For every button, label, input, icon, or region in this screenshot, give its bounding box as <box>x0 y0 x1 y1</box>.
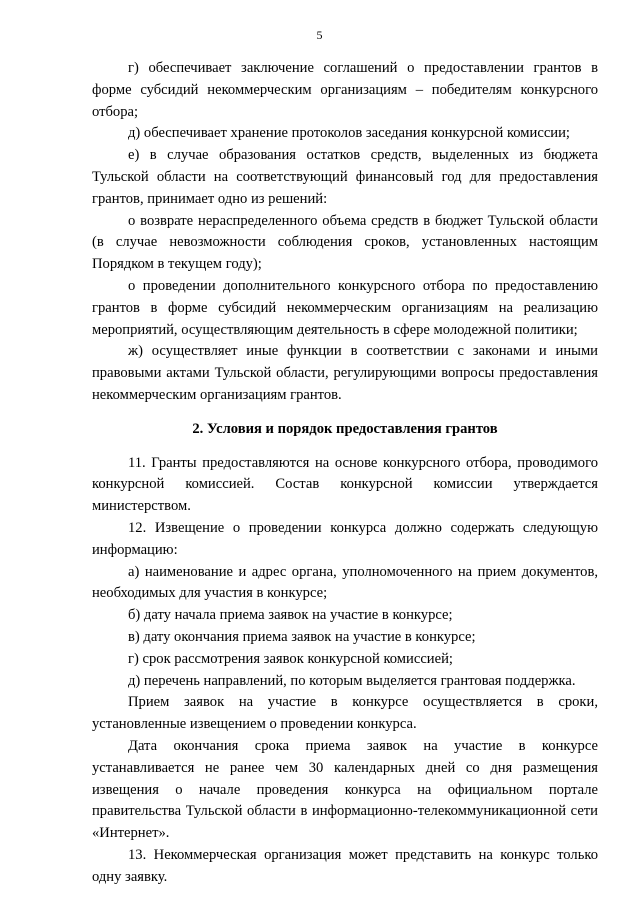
paragraph: 13. Некоммерческая организация может представить на конкурс только одну заявку. <box>92 846 598 885</box>
paragraph: г) обеспечивает заключение соглашений о предоставлении грантов в форме субсидий некоммерческим организациям – победителям конкурсного отбора; <box>92 60 598 120</box>
paragraph: д) обеспечивает хранение протоколов заседания конкурсной комиссии; <box>128 125 570 142</box>
paragraph: о проведении дополнительного конкурсного отбора по предоставлению грантов в форме субсидий некоммерческим организациям на реализацию мероприятий, осуществляющим деятельность в сфере молодежной политики; <box>92 277 598 338</box>
paragraph: а) наименование и адрес органа, уполномоченного на прием документов, необходимых для участия в конкурсе; <box>92 563 598 602</box>
paragraph: б) дату начала приема заявок на участие в конкурсе; <box>128 607 453 624</box>
document-body <box>92 58 598 888</box>
paragraph: д) перечень направлений, по которым выделяется грантовая поддержка. <box>128 672 576 689</box>
paragraph: Прием заявок на участие в конкурсе осуществляется в сроки, установленные извещением о проведении конкурса. <box>92 694 598 733</box>
section-heading: 2. Условия и порядок предоставления грантов <box>192 420 498 437</box>
paragraph: 12. Извещение о проведении конкурса должно содержать следующую информацию: <box>92 519 598 558</box>
paragraph: 11. Гранты предоставляются на основе конкурсного отбора, проводимого конкурсной комиссией. Состав конкурсной комиссии утверждается министерством. <box>92 454 598 515</box>
paragraph: Дата окончания срока приема заявок на участие в конкурсе устанавливается не ранее чем 30 календарных дней со дня размещения извещения о начале проведения конкурса на официальном портале правительства Тульской области в информационно-телекоммуникационной сети «Интернет». <box>92 737 598 842</box>
paragraph: ж) осуществляет иные функции в соответствии с законами и иными правовыми актами Тульской области, регулирующими вопросы предоставления некоммерческим организациям грантов. <box>92 343 598 403</box>
paragraph: е) в случае образования остатков средств, выделенных из бюджета Тульской области на соответствующий финансовый год для предоставления грантов, принимает одно из решений: <box>92 147 598 207</box>
paragraph: о возврате нераспределенного объема средств в бюджет Тульской области (в случае невозможности соблюдения сроков, установленных настоящим Порядком в текущем году); <box>92 212 598 273</box>
paragraph: в) дату окончания приема заявок на участие в конкурсе; <box>128 628 476 645</box>
page-number: 5 <box>316 28 323 42</box>
paragraph: г) срок рассмотрения заявок конкурсной комиссией; <box>128 650 453 667</box>
